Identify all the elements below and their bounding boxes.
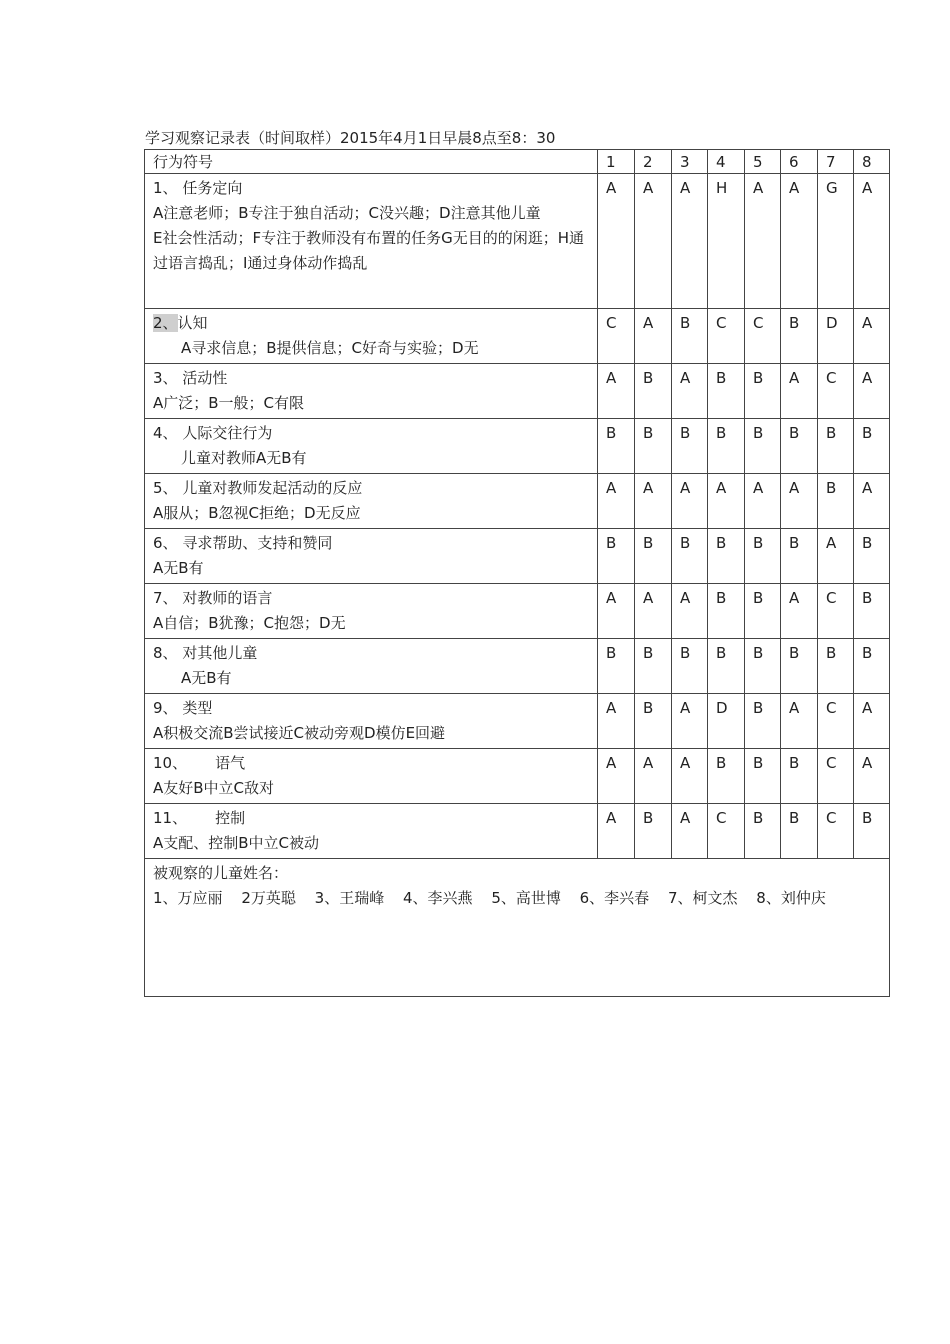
value-cell: C <box>818 804 854 859</box>
child-name: 6、李兴春 <box>579 889 650 907</box>
behavior-cell <box>145 174 598 309</box>
value-cell: B <box>854 804 890 859</box>
behavior-name: 寻求帮助、支持和赞同 <box>182 534 333 552</box>
behavior-name: 认知 <box>177 314 208 332</box>
value-cell: C <box>708 804 745 859</box>
table-row <box>145 639 890 694</box>
value-cell: B <box>854 639 890 694</box>
behavior-options: A服从；B忽视C拒绝；D无反应 <box>153 504 361 522</box>
value-cell: A <box>635 584 672 639</box>
value-cell: B <box>818 474 854 529</box>
column-header: 7 <box>818 150 854 174</box>
value-cell: A <box>781 474 818 529</box>
value-cell: B <box>781 309 818 364</box>
value-cell: A <box>672 174 708 309</box>
table-row <box>145 694 890 749</box>
value-cell: B <box>708 584 745 639</box>
value-cell: A <box>598 474 635 529</box>
behavior-name: 活动性 <box>182 369 228 387</box>
behavior-cell <box>145 364 598 419</box>
behavior-number: 10、 <box>153 754 188 772</box>
column-header: 5 <box>745 150 781 174</box>
table-row <box>145 174 890 309</box>
behavior-cell <box>145 419 598 474</box>
behavior-options: A寻求信息；B提供信息；C好奇与实验；D无 <box>181 339 479 357</box>
value-cell: A <box>854 694 890 749</box>
value-cell: B <box>854 584 890 639</box>
value-cell: A <box>854 749 890 804</box>
behavior-name: 对教师的语言 <box>182 589 273 607</box>
value-cell: A <box>672 584 708 639</box>
value-cell: B <box>854 529 890 584</box>
behavior-number: 9、 <box>153 699 178 717</box>
behavior-number: 6、 <box>153 534 178 552</box>
value-cell: A <box>781 694 818 749</box>
value-cell: A <box>854 364 890 419</box>
value-cell: B <box>635 364 672 419</box>
value-cell: B <box>781 639 818 694</box>
behavior-cell <box>145 529 598 584</box>
value-cell: B <box>598 639 635 694</box>
table-row <box>145 309 890 364</box>
behavior-options: E社会性活动；F专注于教师没有布置的任务G无目的的闲逛；H通过语言捣乱；I通过身体动作捣乱 <box>153 229 585 272</box>
behavior-cell <box>145 309 598 364</box>
child-name: 2万英聪 <box>241 889 296 907</box>
child-name: 4、李兴燕 <box>402 889 473 907</box>
column-header: 3 <box>672 150 708 174</box>
value-cell: A <box>635 174 672 309</box>
value-cell: C <box>708 309 745 364</box>
value-cell: B <box>818 419 854 474</box>
behavior-number: 4、 <box>153 424 178 442</box>
behavior-number: 11、 <box>153 809 188 827</box>
observed-children-row <box>145 859 890 997</box>
value-cell: A <box>598 804 635 859</box>
column-header: 1 <box>598 150 635 174</box>
observation-table <box>144 149 890 997</box>
value-cell: A <box>854 174 890 309</box>
value-cell: C <box>818 364 854 419</box>
value-cell: A <box>708 474 745 529</box>
value-cell: A <box>598 174 635 309</box>
value-cell: A <box>635 749 672 804</box>
column-header: 6 <box>781 150 818 174</box>
behavior-cell <box>145 804 598 859</box>
observed-children-cell <box>145 859 890 997</box>
value-cell: B <box>781 529 818 584</box>
value-cell: A <box>672 364 708 419</box>
value-cell: C <box>818 749 854 804</box>
value-cell: B <box>781 804 818 859</box>
value-cell: A <box>781 174 818 309</box>
behavior-options: A无B有 <box>181 669 232 687</box>
behavior-name: 人际交往行为 <box>182 424 273 442</box>
value-cell: A <box>635 309 672 364</box>
value-cell: A <box>781 364 818 419</box>
behavior-cell <box>145 584 598 639</box>
table-row <box>145 749 890 804</box>
value-cell: B <box>708 749 745 804</box>
table-row <box>145 364 890 419</box>
value-cell: B <box>708 364 745 419</box>
value-cell: A <box>672 804 708 859</box>
value-cell: B <box>635 529 672 584</box>
column-header: 8 <box>854 150 890 174</box>
behavior-options: A积极交流B尝试接近C被动旁观D模仿E回避 <box>153 724 446 742</box>
value-cell: B <box>672 639 708 694</box>
table-row <box>145 529 890 584</box>
table-header-row <box>145 150 890 174</box>
value-cell: B <box>745 749 781 804</box>
value-cell: B <box>781 419 818 474</box>
value-cell: A <box>598 584 635 639</box>
column-header: 2 <box>635 150 672 174</box>
behavior-options: A广泛；B一般；C有限 <box>153 394 305 412</box>
value-cell: C <box>598 309 635 364</box>
behavior-options: 儿童对教师A无B有 <box>181 449 307 467</box>
behavior-number: 3、 <box>153 369 178 387</box>
behavior-options: A注意老师；B专注于独自活动；C没兴趣；D注意其他儿童 <box>153 204 541 222</box>
value-cell: B <box>635 694 672 749</box>
behavior-number: 5、 <box>153 479 178 497</box>
value-cell: B <box>672 529 708 584</box>
value-cell: B <box>745 584 781 639</box>
value-cell: H <box>708 174 745 309</box>
child-name: 5、高世博 <box>491 889 561 907</box>
behavior-cell <box>145 474 598 529</box>
value-cell: B <box>745 419 781 474</box>
column-header: 4 <box>708 150 745 174</box>
table-row <box>145 584 890 639</box>
value-cell: B <box>745 529 781 584</box>
value-cell: B <box>708 639 745 694</box>
value-cell: B <box>635 804 672 859</box>
behavior-cell <box>145 639 598 694</box>
value-cell: B <box>598 419 635 474</box>
table-row <box>145 474 890 529</box>
behavior-name: 对其他儿童 <box>182 644 258 662</box>
child-name: 1、万应丽 <box>153 889 223 907</box>
value-cell: A <box>781 584 818 639</box>
behavior-symbol-header: 行为符号 <box>145 150 598 174</box>
value-cell: B <box>708 529 745 584</box>
behavior-number: 1、 <box>153 179 178 197</box>
observed-children-label: 被观察的儿童姓名： <box>153 864 289 882</box>
value-cell: A <box>745 174 781 309</box>
behavior-options: A支配、控制B中立C被动 <box>153 834 320 852</box>
value-cell: B <box>635 639 672 694</box>
value-cell: B <box>635 419 672 474</box>
value-cell: A <box>672 474 708 529</box>
value-cell: A <box>745 474 781 529</box>
value-cell: A <box>598 364 635 419</box>
behavior-name: 任务定向 <box>182 179 243 197</box>
value-cell: B <box>672 309 708 364</box>
value-cell: D <box>708 694 745 749</box>
behavior-name: 类型 <box>182 699 213 717</box>
table-row <box>145 419 890 474</box>
page-title: 学习观察记录表（时间取样）2015年4月1日早晨8点至8：30 <box>145 129 556 147</box>
value-cell: B <box>854 419 890 474</box>
value-cell: B <box>745 364 781 419</box>
value-cell: B <box>781 749 818 804</box>
behavior-cell <box>145 694 598 749</box>
behavior-number: 7、 <box>153 589 178 607</box>
behavior-options: A友好B中立C敌对 <box>153 779 275 797</box>
value-cell: B <box>745 639 781 694</box>
value-cell: A <box>854 474 890 529</box>
child-name: 3、王瑞峰 <box>314 889 385 907</box>
behavior-name: 控制 <box>215 809 246 827</box>
value-cell: C <box>818 694 854 749</box>
child-name: 8、刘仲庆 <box>756 889 826 907</box>
value-cell: A <box>672 694 708 749</box>
value-cell: B <box>598 529 635 584</box>
behavior-options: A自信；B犹豫；C抱怨；D无 <box>153 614 346 632</box>
value-cell: G <box>818 174 854 309</box>
value-cell: A <box>635 474 672 529</box>
value-cell: D <box>818 309 854 364</box>
table-row <box>145 804 890 859</box>
value-cell: B <box>708 419 745 474</box>
value-cell: B <box>672 419 708 474</box>
value-cell: B <box>745 804 781 859</box>
behavior-name: 语气 <box>215 754 246 772</box>
behavior-name: 儿童对教师发起活动的反应 <box>182 479 363 497</box>
value-cell: C <box>745 309 781 364</box>
behavior-number: 8、 <box>153 644 178 662</box>
value-cell: A <box>672 749 708 804</box>
value-cell: A <box>598 694 635 749</box>
value-cell: B <box>818 639 854 694</box>
value-cell: A <box>854 309 890 364</box>
value-cell: B <box>745 694 781 749</box>
value-cell: A <box>598 749 635 804</box>
value-cell: C <box>818 584 854 639</box>
observed-children-list <box>153 886 881 911</box>
behavior-options: A无B有 <box>153 559 204 577</box>
value-cell: A <box>818 529 854 584</box>
child-name: 7、柯文杰 <box>667 889 738 907</box>
behavior-number: 2、 <box>153 314 178 332</box>
behavior-cell <box>145 749 598 804</box>
